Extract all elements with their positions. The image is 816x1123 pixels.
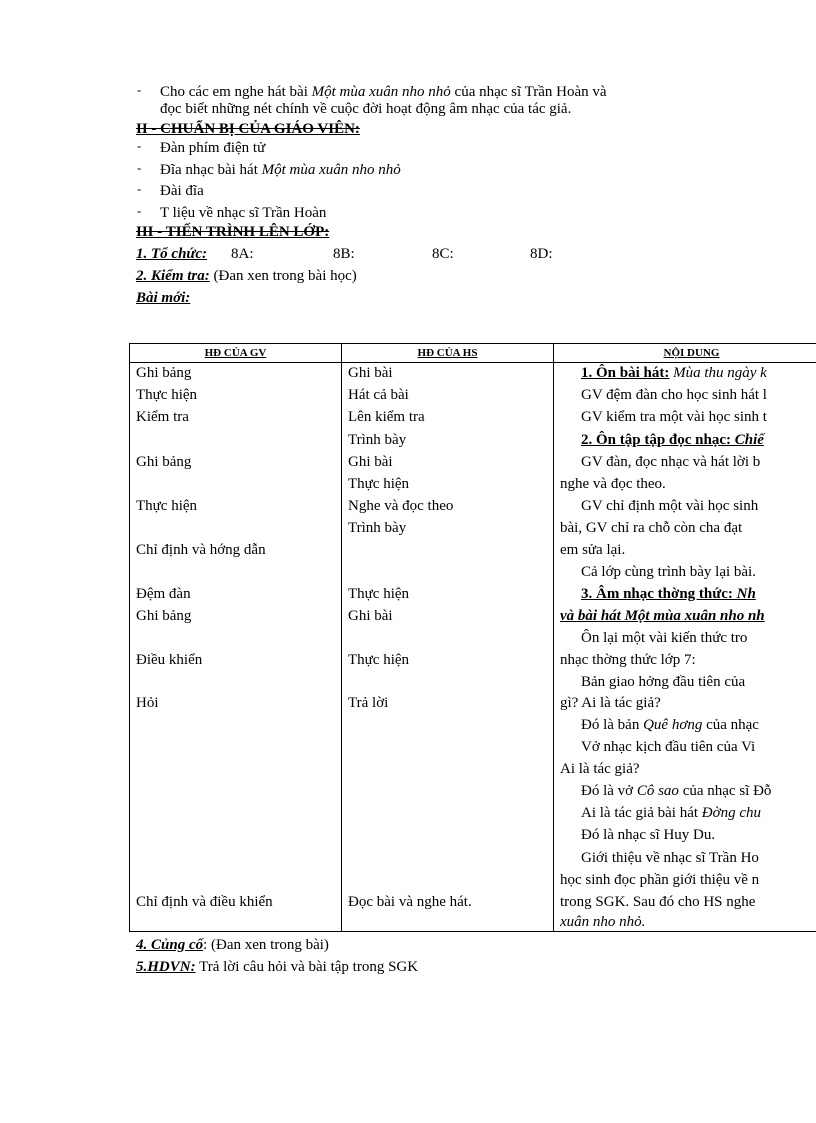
table-body-row [130,363,816,932]
hs-item: Trả lời [348,695,389,711]
hs-item: Thực hiện [348,652,410,668]
nd-line: 3. Âm nhạc thờng thức: Nh [581,586,756,602]
nd-line: em sửa lại. [560,542,626,558]
nd-line: 2. Ôn tập tập đọc nhạc: Chiế [581,432,764,448]
prep-item-4: T liệu về nhạc sĩ Trần Hoàn [160,205,327,221]
header-gv: HĐ CỦA GV [130,344,342,363]
nd-line: Bản giao hởng đầu tiên của [581,674,746,690]
gv-item: Thực hiện [136,387,198,403]
hs-item: Trình bày [348,520,407,536]
nd-line: GV kiểm tra một vài học sinh t [581,409,767,425]
header-hs: HĐ CỦA HS [342,344,554,363]
gv-column [130,363,342,932]
nd-line: gì? Ai là tác giả? [560,695,661,711]
cung-co-line: 4. Củng cố: (Đan xen trong bài) [136,937,329,953]
class-8a: 8A: [231,246,254,262]
bai-moi-label: Bài mới: [136,290,191,306]
gv-item: Ghi bảng [136,454,192,470]
hs-column [342,363,554,932]
hs-item: Ghi bài [348,608,393,624]
gv-item: Thực hiện [136,498,198,514]
gv-item: Đệm đàn [136,586,191,602]
class-8d: 8D: [530,246,553,262]
nd-line: và bài hát Một mùa xuân nho nh [560,608,765,624]
gv-item: Ghi bảng [136,365,192,381]
nd-line: Vở nhạc kịch đầu tiên của Vi [581,739,756,755]
hs-item: Ghi bài [348,365,393,381]
nd-line: Đó là nhạc sĩ Huy Du. [581,827,716,843]
nd-line: trong SGK. Sau đó cho HS nghe [560,894,756,910]
nd-line: Ôn lại một vài kiến thức tro [581,630,748,646]
kiem-tra-line: 2. Kiểm tra: (Đan xen trong bài học) [136,268,357,284]
nd-line: Ai là tác giả? [560,761,640,777]
nd-line: Cả lớp cùng trình bày lại bài. [581,564,756,580]
prep-item-3: Đài đĩa [160,183,204,199]
section-2-heading: II - CHUẨN BỊ CỦA GIÁO VIÊN: [136,121,360,137]
hs-item: Thực hiện [348,586,410,602]
nd-line: GV đàn, đọc nhạc và hát lời b [581,454,761,470]
hs-item: Ghi bài [348,454,393,470]
gv-item: Ghi bảng [136,608,192,624]
header-nd: NỘI DUNG [554,344,816,363]
hdvn-line: 5.HDVN: Trả lời câu hỏi và bài tập trong SGK [136,959,419,975]
hs-item: Thực hiện [348,476,410,492]
gv-item: Điều khiển [136,652,203,668]
hs-item: Đọc bài và nghe hát. [348,894,472,910]
nd-line: GV chỉ định một vài học sinh [581,498,759,514]
intro-line-1: Cho các em nghe hát bài Một mùa xuân nho nhỏ của nhạc sĩ Trần Hoàn và [160,84,607,100]
nd-line: Đó là bản Quê hơng của nhạc [581,717,759,733]
nd-line: bài, GV chỉ ra chỗ còn cha đạt [560,520,743,536]
lesson-table [129,343,816,932]
hs-item: Trình bày [348,432,407,448]
bullet-dash: - [137,82,142,97]
bullet-dash: - [137,138,142,153]
bullet-dash: - [137,203,142,218]
nd-line: Đó là vở Cô sao của nhạc sĩ Đỗ [581,783,772,799]
nd-line: nghe và đọc theo. [560,476,666,492]
table-header-row [130,344,816,363]
prep-item-2: Đĩa nhạc bài hát Một mùa xuân nho nhỏ [160,162,401,178]
nd-line: nhạc thờng thức lớp 7: [560,652,696,668]
prep-item-1: Đàn phím điện tử [160,140,266,156]
nd-line: học sinh đọc phần giới thiệu về n [560,872,760,888]
bullet-dash: - [137,181,142,196]
hs-item: Hát cả bài [348,387,409,403]
intro-line-2: đọc biết những nét chính về cuộc đời hoạt động âm nhạc của tác giả. [160,101,572,117]
class-8c: 8C: [432,246,454,262]
section-3-heading: III - TIẾN TRÌNH LÊN LỚP: [136,224,330,240]
class-8b: 8B: [333,246,355,262]
gv-item: Chỉ định và điều khiển [136,894,273,910]
bullet-dash: - [137,160,142,175]
nd-line: 1. Ôn bài hát: Mùa thu ngày k [581,365,767,381]
nd-column [554,363,816,932]
nd-line: Ai là tác giả bài hát Đờng chu [581,805,762,821]
gv-item: Chỉ định và hớng dẫn [136,542,266,558]
nd-line: GV đệm đàn cho học sinh hát l [581,387,767,403]
hs-item: Lên kiểm tra [348,409,425,425]
hs-item: Nghe và đọc theo [348,498,454,514]
gv-item: Kiểm tra [136,409,189,425]
to-chuc-line: 1. Tổ chức: [136,246,208,262]
gv-item: Hỏi [136,695,159,711]
nd-line: Giới thiệu về nhạc sĩ Trần Ho [581,850,759,866]
nd-line: xuân nho nhỏ. [560,914,646,930]
